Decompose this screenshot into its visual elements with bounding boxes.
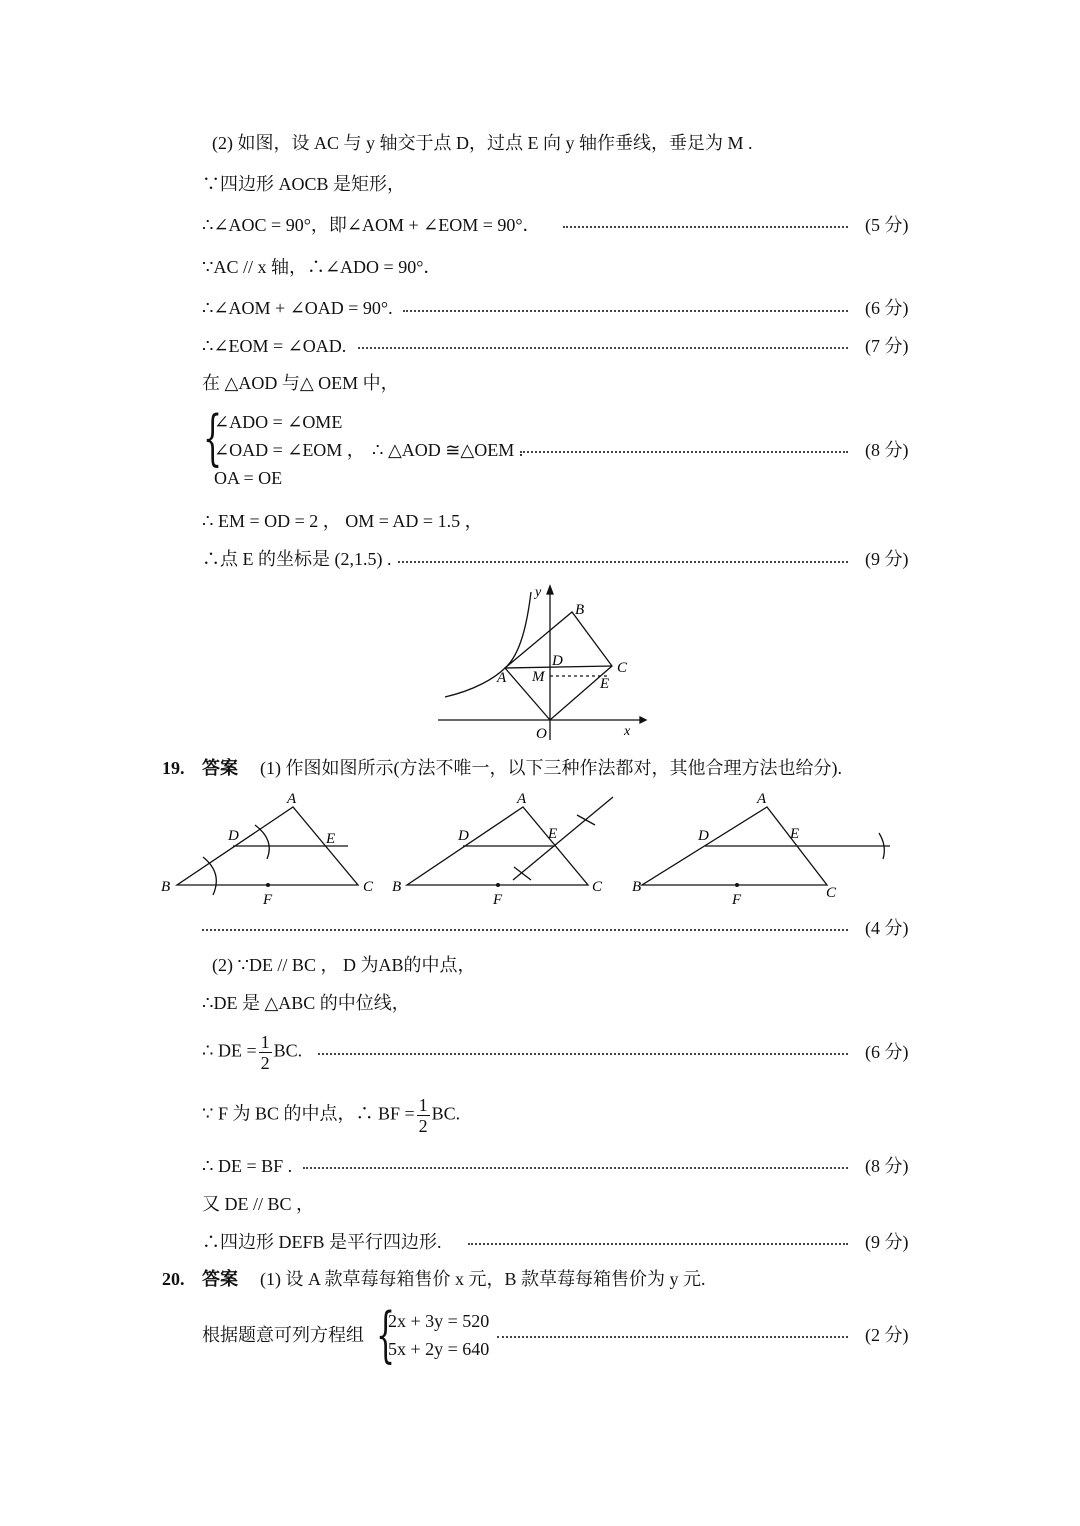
y-axis-arrow [547, 586, 553, 594]
label-f: F [732, 892, 742, 908]
q19-answer-tag: 答案 [202, 758, 238, 778]
label-e: E [600, 676, 610, 692]
label-f: F [493, 892, 503, 908]
q19-conclusion: ∴四边形 DEFB 是平行四边形. [202, 1232, 442, 1252]
score-label: (6 分) [865, 1042, 909, 1062]
dot-leader [202, 929, 848, 931]
line-triangles: 在 △AOD 与△ OEM 中， [202, 373, 399, 393]
score-label: (9 分) [865, 1232, 909, 1252]
system-line: ∠ADO = ∠OME [214, 412, 343, 432]
label-b: B [575, 602, 585, 618]
label-a: A [517, 791, 527, 807]
equation-system [388, 1307, 489, 1363]
score-label: (8 分) [865, 440, 909, 460]
tick-2a [577, 815, 595, 825]
line-rectangle: ∵四边形 AOCB 是矩形， [202, 174, 406, 194]
label-e: E [548, 826, 558, 842]
dot-leader [468, 1243, 848, 1245]
q20-answer-tag: 答案 [202, 1269, 238, 1289]
q19-bf-line [202, 1095, 460, 1139]
score-label: (7 分) [865, 336, 909, 356]
score-label: (4 分) [865, 918, 909, 938]
label-d: D [552, 653, 563, 669]
x-axis-arrow [640, 717, 646, 723]
dot-leader [563, 226, 848, 228]
q19-de-bf: ∴ DE = BF . [202, 1156, 293, 1176]
hyperbola-curve [445, 592, 531, 697]
line-lengths: ∴ EM = OD = 2 ， OM = AD = 1.5 ， [202, 511, 483, 531]
score-label: (6 分) [865, 298, 909, 318]
line-angle-aoc: ∴∠AOC = 90°，即∠AOM + ∠EOM = 90°． [202, 215, 541, 235]
label-f: F [263, 892, 273, 908]
brace-symbol: { [376, 1300, 396, 1370]
congruence-system [214, 408, 365, 492]
label-e: E [790, 826, 800, 842]
score-label: (9 分) [865, 549, 909, 569]
q19-text: (1) 作图如图所示(方法不唯一，以下三种作法都对，其他合理方法也给分). [260, 758, 842, 778]
line-coordinates: ∴点 E 的坐标是 (2,1.5) . [202, 549, 392, 569]
dot-leader [358, 347, 848, 349]
label-c: C [363, 879, 374, 895]
q19-part2-intro: (2) ∵DE // BC ， D 为AB的中点， [212, 955, 476, 975]
triangle-figures [155, 785, 915, 915]
label-c: C [826, 885, 837, 901]
fraction-denominator: 2 [260, 1053, 270, 1073]
midpoint-f-1 [266, 883, 270, 887]
tick-2b [514, 867, 531, 880]
coordinate-figure [435, 580, 650, 745]
label-d: D [698, 828, 709, 844]
dot-leader [318, 1053, 848, 1055]
label-a: A [757, 791, 767, 807]
score-label: (8 分) [865, 1156, 909, 1176]
equation-prefix: ∵ F 为 BC 的中点，∴ BF = [202, 1103, 415, 1124]
label-e: E [326, 831, 336, 847]
line-angle-equal: ∴∠EOM = ∠OAD. [202, 336, 347, 356]
label-y: y [535, 585, 542, 600]
system-line: 2x + 3y = 520 [388, 1311, 490, 1331]
q19-midline: ∴DE 是 △ABC 的中位线， [202, 993, 410, 1013]
label-d: D [228, 828, 239, 844]
brace-symbol: { [203, 403, 223, 473]
construction-line-2 [513, 797, 613, 880]
fraction-numerator: 1 [418, 1095, 428, 1115]
fraction-half [259, 1032, 272, 1073]
equation-suffix: BC. [431, 1103, 461, 1124]
dot-leader [398, 561, 848, 563]
q20-text: (1) 设 A 款草莓每箱售价 x 元，B 款草莓每箱售价为 y 元. [260, 1269, 706, 1289]
label-c: C [592, 879, 603, 895]
system-line: OA = OE [214, 468, 283, 488]
midpoint-f-2 [496, 883, 500, 887]
label-m: M [532, 669, 545, 685]
system-line: ∠OAD = ∠EOM ， [214, 440, 365, 460]
dot-leader [403, 310, 848, 312]
q19-parallel: 又 DE // BC ， [202, 1194, 315, 1214]
system-line: 5x + 2y = 640 [388, 1339, 490, 1359]
q20-number: 20. [162, 1269, 185, 1289]
label-a: A [287, 791, 297, 807]
equation-suffix: BC. [273, 1040, 303, 1061]
label-b: B [392, 879, 402, 895]
fraction-half [417, 1095, 430, 1136]
arc-1b [203, 857, 216, 895]
q20-equation-intro: 根据题意可列方程组 [202, 1325, 364, 1345]
arc-1a [255, 825, 269, 859]
label-a: A [497, 670, 507, 686]
dot-leader [520, 451, 848, 453]
fraction-numerator: 1 [260, 1032, 270, 1052]
label-x: x [624, 724, 631, 739]
label-o: O [536, 726, 547, 742]
congruence-conclusion: ∴ △AOD ≅△OEM . [372, 440, 524, 460]
line-parallel: ∵AC // x 轴，∴∠ADO = 90°． [202, 257, 442, 277]
label-d: D [458, 828, 469, 844]
q19-half-line [202, 1032, 302, 1076]
score-label: (2 分) [865, 1325, 909, 1345]
fraction-denominator: 2 [418, 1116, 428, 1136]
line-angle-sum: ∴∠AOM + ∠OAD = 90°. [202, 298, 393, 318]
label-c: C [617, 660, 628, 676]
dot-leader [497, 1336, 848, 1338]
part2-intro: (2) 如图，设 AC 与 y 轴交于点 D，过点 E 向 y 轴作垂线，垂足为 M . [212, 133, 753, 153]
label-b: B [161, 879, 171, 895]
label-b: B [632, 879, 642, 895]
midpoint-f-3 [735, 883, 739, 887]
equation-prefix: ∴ DE = [202, 1040, 257, 1061]
dot-leader [303, 1167, 848, 1169]
q19-number: 19. [162, 758, 185, 778]
score-label: (5 分) [865, 215, 909, 235]
